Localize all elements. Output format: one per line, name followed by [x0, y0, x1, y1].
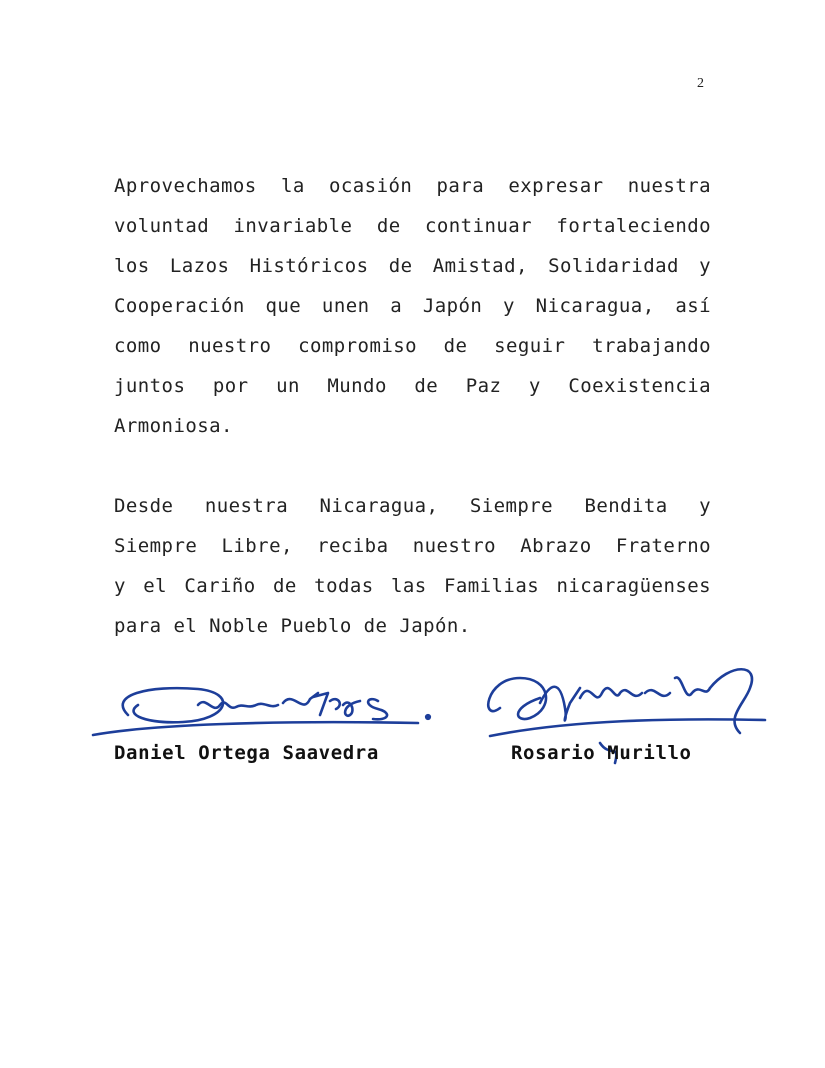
signer-name-rosario-murillo: Rosario Murillo	[511, 742, 692, 764]
text-line: voluntad invariable de continuar fortaleciendo	[114, 215, 711, 237]
page-number: 2	[697, 76, 704, 91]
text-line: Armoniosa.	[114, 415, 233, 437]
text-line: Cooperación que unen a Japón y Nicaragua, así	[114, 295, 711, 317]
text-line: Siempre Libre, reciba nuestro Abrazo Fraterno	[114, 535, 711, 557]
paragraph-1	[114, 166, 711, 446]
signature-daniel-ortega	[88, 675, 443, 745]
text-line: y el Cariño de todas las Familias nicaragüenses	[114, 575, 711, 597]
text-line: para el Noble Pueblo de Japón.	[114, 615, 471, 637]
text-line: como nuestro compromiso de seguir trabajando	[114, 335, 711, 357]
text-line: Desde nuestra Nicaragua, Siempre Bendita y	[114, 495, 711, 517]
text-line: Aprovechamos la ocasión para expresar nuestra	[114, 175, 711, 197]
text-line: juntos por un Mundo de Paz y Coexistencia	[114, 375, 711, 397]
text-line: los Lazos Históricos de Amistad, Solidaridad y	[114, 255, 711, 277]
signer-name-daniel-ortega: Daniel Ortega Saavedra	[114, 742, 379, 764]
paragraph-2	[114, 486, 711, 646]
